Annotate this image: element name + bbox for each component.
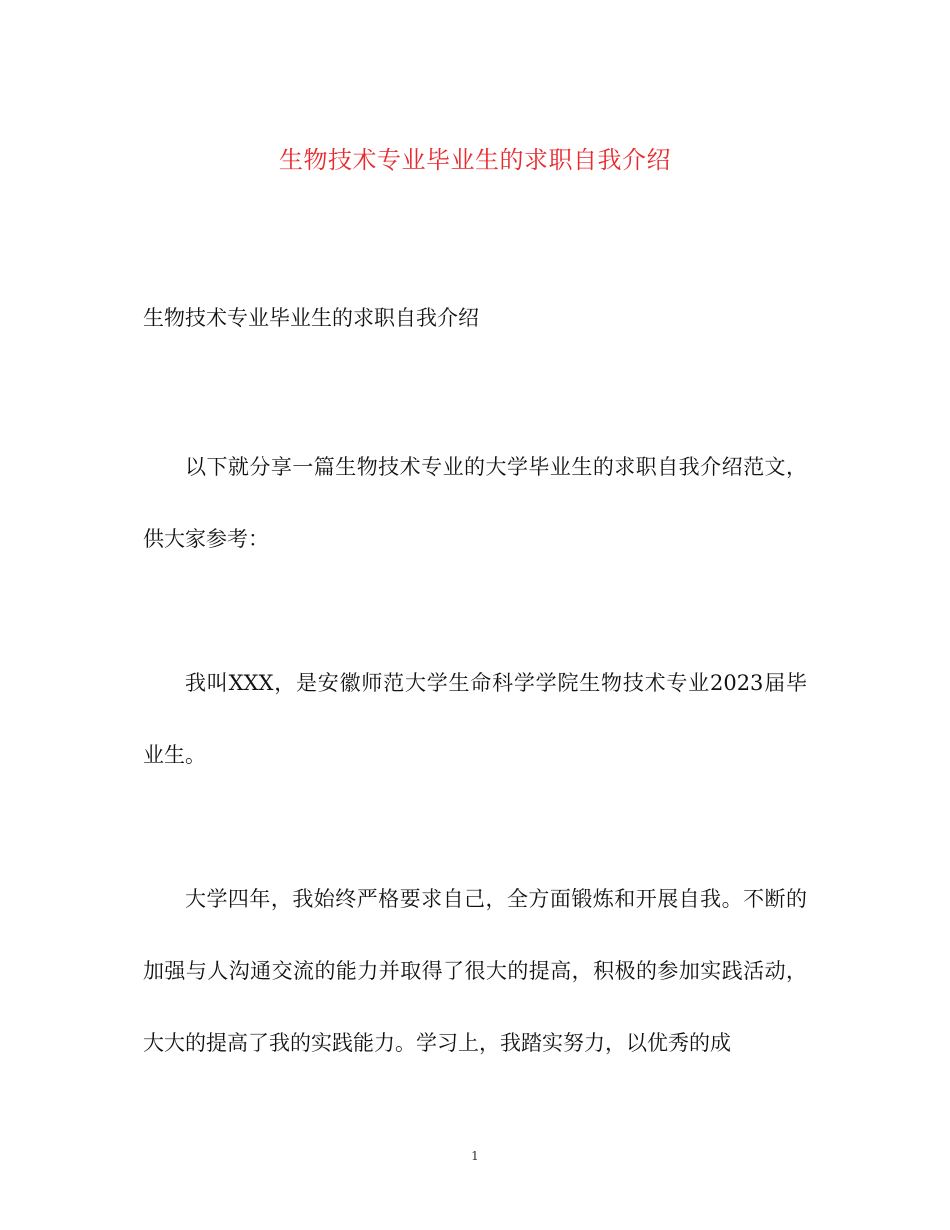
- paragraph-intro: 以下就分享一篇生物技术专业的大学毕业生的求职自我介绍范文，供大家参考：: [143, 455, 807, 551]
- paragraph-university-years: 大学四年，我始终严格要求自己，全方面锻炼和开展自我。不断的加强与人沟通交流的能力并取得了很大的提高，积极的参加实践活动，大大的提高了我的实践能力。学习上，我踏实努力，以优秀的成: [143, 887, 807, 1055]
- paragraph-self-name: 我叫XXX，是安徽师范大学生命科学学院生物技术专业2023届毕业生。: [143, 671, 807, 767]
- document-title: 生物技术专业毕业生的求职自我介绍: [279, 146, 671, 174]
- page-number: 1: [471, 1149, 479, 1163]
- document-subtitle: 生物技术专业毕业生的求职自我介绍: [143, 306, 479, 330]
